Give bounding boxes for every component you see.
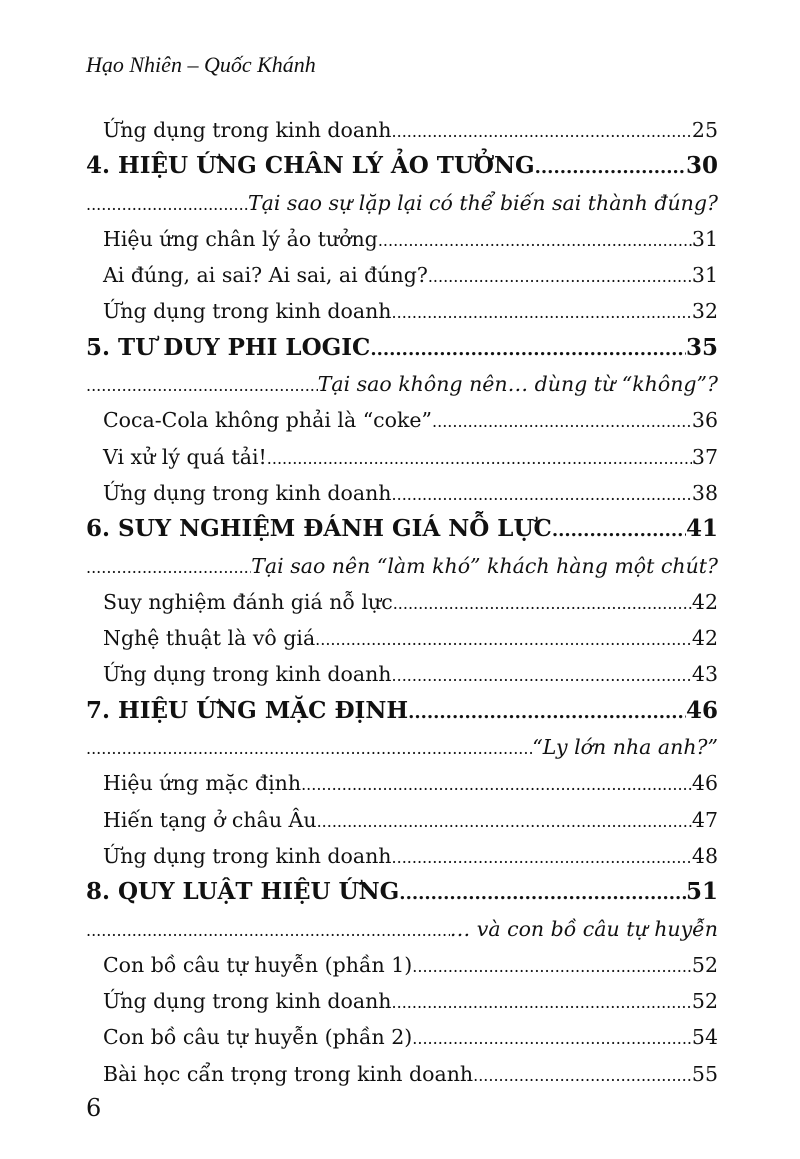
dot-leader xyxy=(86,187,248,221)
toc-page-number: 42 xyxy=(691,589,718,614)
toc-page-number: 54 xyxy=(691,1025,718,1050)
toc-subtitle-text: … và con bồ câu tự huyễn xyxy=(449,916,718,941)
toc-entry-title: Vi xử lý quá tải! xyxy=(103,444,267,469)
running-head: Hạo Nhiên – Quốc Khánh xyxy=(86,52,316,77)
toc-page-number: 55 xyxy=(691,1061,718,1086)
toc-subtitle xyxy=(86,911,718,947)
toc-page-number: 31 xyxy=(691,226,718,251)
toc-page-number: 48 xyxy=(691,843,718,868)
toc-chapter xyxy=(86,148,718,184)
toc-entry xyxy=(86,620,718,656)
toc-entry xyxy=(86,802,718,838)
toc-entry xyxy=(86,1019,718,1055)
dot-leader xyxy=(392,477,692,511)
toc-chapter xyxy=(86,511,718,547)
toc-page-number: 42 xyxy=(691,626,718,651)
page-number: 6 xyxy=(86,1094,102,1122)
dot-leader xyxy=(473,1058,692,1092)
toc-entry-title: Ứng dụng trong kinh doanh xyxy=(103,118,392,142)
toc-page-number: 41 xyxy=(685,515,718,543)
toc-entry xyxy=(86,112,718,148)
toc-entry xyxy=(86,1056,718,1092)
dot-leader xyxy=(86,550,251,584)
dot-leader xyxy=(392,295,692,329)
toc-chapter xyxy=(86,693,718,729)
toc-page-number: 51 xyxy=(685,878,718,906)
toc-page-number: 30 xyxy=(685,152,718,180)
toc-subtitle-text: Tại sao nên “làm khó” khách hàng một chút? xyxy=(251,553,718,578)
dot-leader xyxy=(412,949,692,983)
toc-chapter-title: 6. SUY NGHIỆM ĐÁNH GIÁ NỖ LỰC xyxy=(86,515,552,543)
toc-entry xyxy=(86,584,718,620)
toc-entry xyxy=(86,293,718,329)
toc-page-number: 32 xyxy=(691,299,718,324)
toc-entry-title: Ứng dụng trong kinh doanh xyxy=(103,662,392,687)
toc-entry-title: Coca-Cola không phải là “coke” xyxy=(103,408,433,433)
toc-page-number: 31 xyxy=(691,263,718,288)
toc-page-number: 46 xyxy=(685,696,718,724)
toc-chapter xyxy=(86,330,718,366)
toc-chapter-title: 4. HIỆU ỨNG CHÂN LÝ ẢO TƯỞNG xyxy=(86,152,535,180)
toc-entry-title: Ai đúng, ai sai? Ai sai, ai đúng? xyxy=(103,263,428,288)
toc-page-number: 25 xyxy=(691,118,718,142)
dot-leader xyxy=(267,441,692,475)
toc-entry-title: Ứng dụng trong kinh doanh xyxy=(103,299,392,324)
dot-leader xyxy=(412,1021,692,1055)
toc-entry-title: Hiệu ứng chân lý ảo tưởng xyxy=(103,226,378,251)
toc-entry xyxy=(86,947,718,983)
toc-entry-title: Bài học cẩn trọng trong kinh doanh xyxy=(103,1061,474,1086)
toc-page-number: 35 xyxy=(685,333,718,361)
dot-leader xyxy=(370,332,686,366)
dot-leader xyxy=(392,114,692,148)
toc-entry-title: Con bồ câu tự huyễn (phần 2) xyxy=(103,1025,413,1050)
dot-leader xyxy=(315,622,692,656)
dot-leader xyxy=(86,368,318,402)
toc-entry xyxy=(86,765,718,801)
toc-chapter-title: 8. QUY LUẬT HIỆU ỨNG xyxy=(86,878,400,906)
dot-leader xyxy=(86,731,532,765)
dot-leader xyxy=(317,804,692,838)
toc-page-number: 46 xyxy=(691,771,718,796)
toc-subtitle xyxy=(86,729,718,765)
dot-leader xyxy=(428,259,692,293)
toc-entry xyxy=(86,983,718,1019)
dot-leader xyxy=(392,985,692,1019)
toc-subtitle-text: Tại sao không nên… dùng từ “không”? xyxy=(317,372,718,397)
dot-leader xyxy=(408,695,686,729)
dot-leader xyxy=(392,840,692,874)
dot-leader xyxy=(86,913,450,947)
toc-entry-title: Con bồ câu tự huyễn (phần 1) xyxy=(103,952,413,977)
toc-entry-title: Ứng dụng trong kinh doanh xyxy=(103,843,392,868)
dot-leader xyxy=(378,223,692,257)
toc-entry xyxy=(86,402,718,438)
table-of-contents xyxy=(86,112,718,1092)
toc-entry xyxy=(86,221,718,257)
toc-chapter xyxy=(86,874,718,910)
toc-page-number: 52 xyxy=(691,989,718,1014)
toc-entry-title: Nghệ thuật là vô giá xyxy=(103,626,316,651)
dot-leader xyxy=(393,586,692,620)
toc-page-number: 38 xyxy=(691,480,718,505)
dot-leader xyxy=(552,513,686,547)
toc-subtitle-text: Tại sao sự lặp lại có thể biến sai thành đúng? xyxy=(247,190,718,215)
dot-leader xyxy=(301,767,692,801)
toc-entry-title: Hiến tạng ở châu Âu xyxy=(103,807,317,832)
toc-entry-title: Ứng dụng trong kinh doanh xyxy=(103,480,392,505)
toc-page-number: 36 xyxy=(691,408,718,433)
dot-leader xyxy=(399,876,686,910)
toc-page-number: 47 xyxy=(691,807,718,832)
dot-leader xyxy=(432,404,692,438)
toc-entry-title: Ứng dụng trong kinh doanh xyxy=(103,989,392,1014)
toc-entry xyxy=(86,257,718,293)
toc-entry-title: Hiệu ứng mặc định xyxy=(103,771,302,796)
toc-entry xyxy=(86,838,718,874)
toc-subtitle xyxy=(86,185,718,221)
toc-page-number: 43 xyxy=(691,662,718,687)
dot-leader xyxy=(392,658,692,692)
toc-page-number: 37 xyxy=(691,444,718,469)
toc-subtitle xyxy=(86,548,718,584)
toc-chapter-title: 5. TƯ DUY PHI LOGIC xyxy=(86,333,371,361)
toc-entry xyxy=(86,439,718,475)
toc-entry-title: Suy nghiệm đánh giá nỗ lực xyxy=(103,589,393,614)
dot-leader xyxy=(535,150,686,184)
toc-entry xyxy=(86,656,718,692)
toc-chapter-title: 7. HIỆU ỨNG MẶC ĐỊNH xyxy=(86,696,409,724)
toc-subtitle xyxy=(86,366,718,402)
toc-subtitle-text: “Ly lớn nha anh?” xyxy=(532,735,718,760)
toc-entry xyxy=(86,475,718,511)
toc-page-number: 52 xyxy=(691,952,718,977)
